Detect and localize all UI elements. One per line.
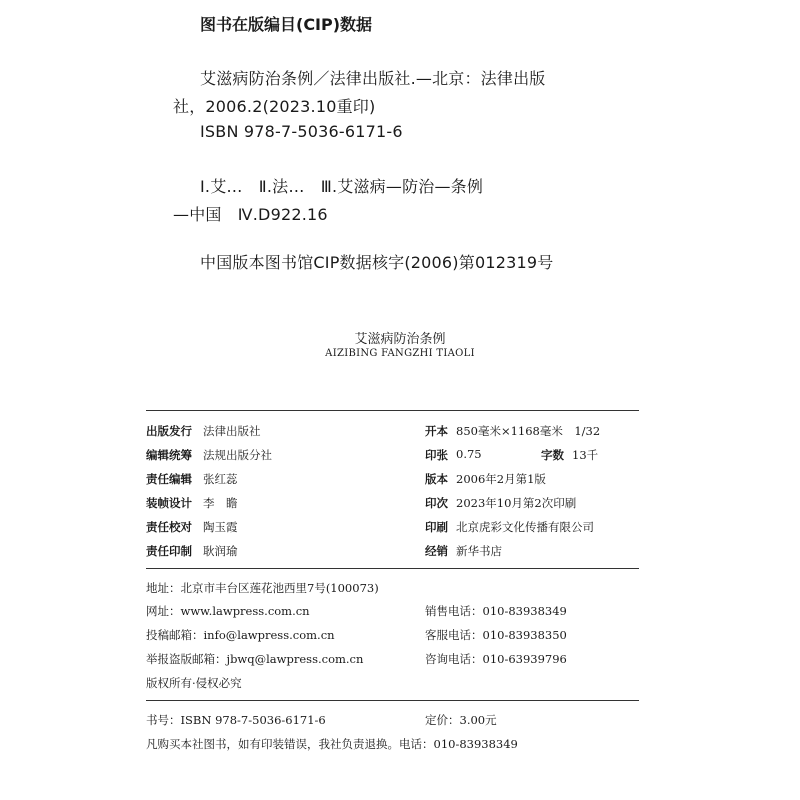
credit-label-word-count: 字数 [541,448,564,462]
credit-value-design: 李 瞻 [203,496,238,510]
cip-classification-line1: Ⅰ.艾… Ⅱ.法… Ⅲ.艾滋病—防治—条例 [200,177,484,196]
credit-value-editorial-coordination: 法规出版分社 [203,448,272,462]
return-notice: 凡购买本社图书，如有印装错误，我社负责退换。电话：010-83938349 [146,737,518,751]
copyright-notice: 版权所有·侵权必究 [146,676,242,690]
credit-label-proofreader: 责任校对 [146,520,192,534]
submission-email: 投稿邮箱：info@lawpress.com.cn [146,628,335,642]
cip-title-line: 艾滋病防治条例／法律出版社.—北京：法律出版 [200,69,546,88]
cip-record-number: 中国版本图书馆CIP数据核字(2006)第012319号 [200,253,554,272]
cip-publisher-line: 社，2006.2(2023.10重印) [173,97,376,116]
customer-service-phone: 客服电话：010-83938350 [425,628,567,642]
cip-isbn: ISBN 978-7-5036-6171-6 [200,122,403,141]
credit-value-proofreader: 陶玉霞 [203,520,238,534]
credit-label-publisher: 出版发行 [146,424,192,438]
credit-label-printer: 印刷 [425,520,448,534]
contact-top-rule [146,568,639,569]
credit-label-editor: 责任编辑 [146,472,192,486]
credit-label-printing: 印次 [425,496,448,510]
book-title: 艾滋病防治条例 [354,332,446,347]
credit-value-printing: 2023年10月第2次印刷 [456,496,577,510]
credit-value-edition: 2006年2月第1版 [456,472,546,486]
footer-top-rule [146,700,639,701]
credit-value-format: 850毫米×1168毫米 1/32 [456,424,601,438]
book-price: 定价：3.00元 [425,713,497,727]
inquiry-phone: 咨询电话：010-63939796 [425,652,567,666]
cip-classification-line2: —中国 Ⅳ.D922.16 [173,205,328,224]
credit-label-distributor: 经销 [425,544,448,558]
publisher-address: 地址：北京市丰台区莲花池西里7号(100073) [146,581,379,595]
credit-value-print-manager: 耿润瑜 [203,544,238,558]
credits-top-rule [146,410,639,411]
publisher-website: 网址：www.lawpress.com.cn [146,604,310,618]
credit-label-format: 开本 [425,424,448,438]
piracy-report-email: 举报盗版邮箱：jbwq@lawpress.com.cn [146,652,364,666]
sales-phone: 销售电话：010-83938349 [425,604,567,618]
credit-value-printer: 北京虎彩文化传播有限公司 [456,520,594,534]
credit-value-editor: 张红蕊 [203,472,238,486]
book-number: 书号：ISBN 978-7-5036-6171-6 [146,713,326,727]
credit-value-word-count: 13千 [572,448,599,462]
credit-label-sheets: 印张 [425,448,448,462]
credit-label-print-manager: 责任印制 [146,544,192,558]
cip-heading: 图书在版编目(CIP)数据 [200,15,373,34]
credit-label-editorial-coordination: 编辑统筹 [146,448,192,462]
credit-label-edition: 版本 [425,472,448,486]
credit-label-design: 装帧设计 [146,496,192,510]
credit-value-publisher: 法律出版社 [203,424,261,438]
credit-value-sheets: 0.75 [456,447,482,461]
book-title-pinyin: AIZIBING FANGZHI TIAOLI [325,348,475,359]
credit-value-distributor: 新华书店 [456,544,502,558]
